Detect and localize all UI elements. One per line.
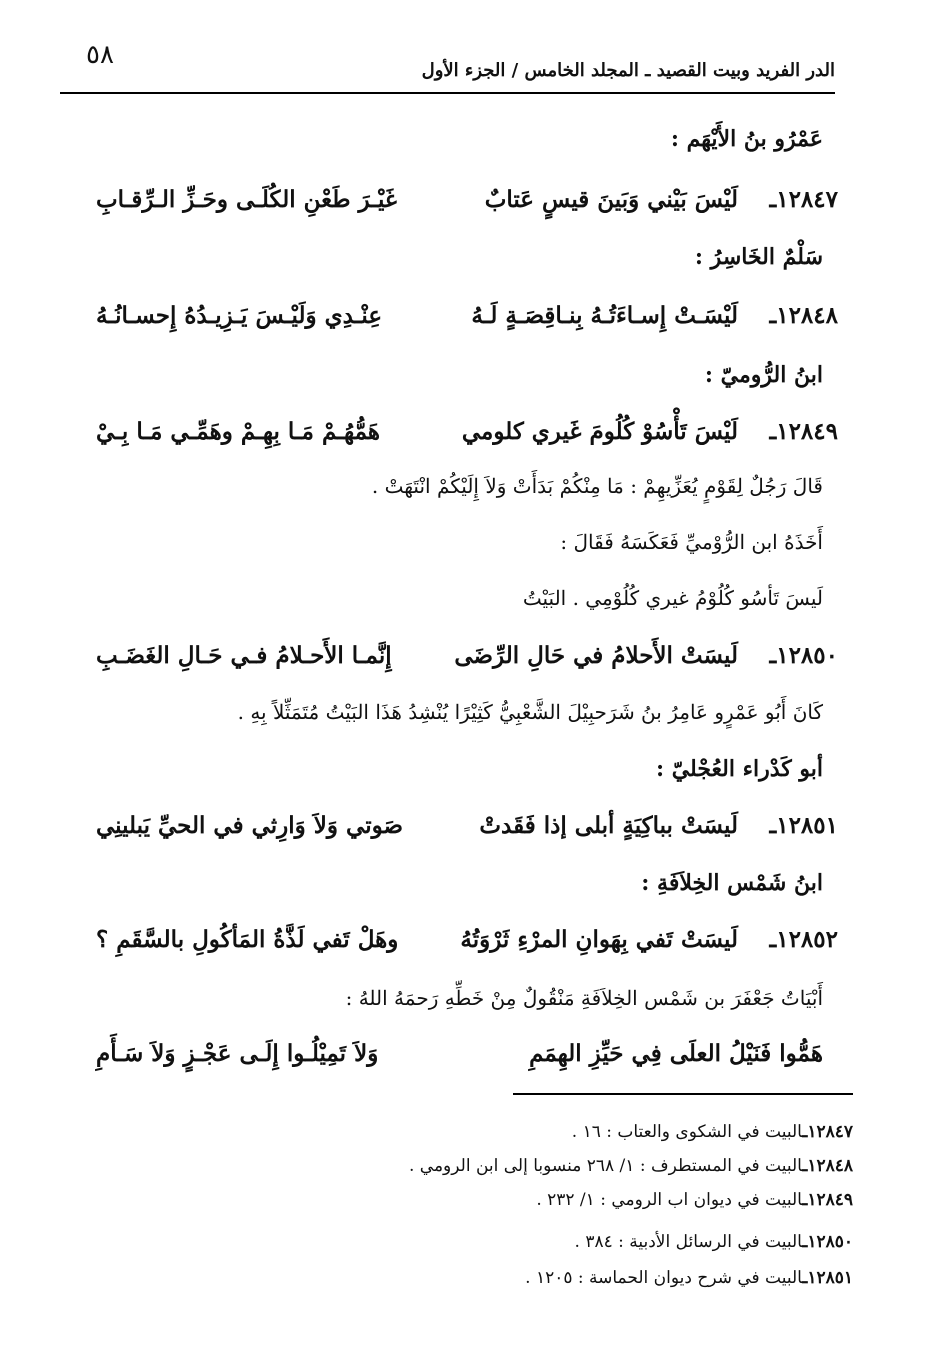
verse-unnumbered — [96, 1040, 838, 1086]
footnote-number: ١٢٨٥١ـ — [802, 1268, 853, 1288]
footnote-text: البيت في الرسائل الأدبية : ٣٨٤ . — [574, 1232, 803, 1252]
poet-name: سَلْمٌ الخَاسِرُ : — [694, 244, 823, 270]
footnote — [572, 1122, 853, 1142]
verse-first-hemistich: هَمُّوا فَنَيْلُ العلَى فِي حَيِّزِ الهِمَمِ — [529, 1040, 823, 1067]
verse-second-hemistich: عِنْـدِي وَلَيْـسَ يَـزِيـدُهُ إِحسـانُـهُ — [96, 302, 383, 329]
footnote-text: البيت في شرح ديوان الحماسة : ١٢٠٥ . — [525, 1268, 803, 1288]
verse-number: ١٢٨٤٩ـ — [769, 418, 838, 445]
prose-line: أَبْيَاتُ جَعْفَرَ بن شَمْس الخِلاَفَةِ مَنْقُولٌ مِنْ خَطِّهِ رَحمَهُ اللهُ : — [345, 986, 823, 1010]
prose-line: أَخَذَهُ ابن الرُّوْميِّ فَعَكَسَهُ فَقَالَ : — [560, 530, 823, 554]
footnote-number: ١٢٨٤٨ـ — [802, 1156, 853, 1176]
page-number: ٥٨ — [86, 40, 114, 70]
footnote-number: ١٢٨٥٠ـ — [802, 1232, 853, 1252]
footnote — [536, 1190, 853, 1210]
prose-line: كَانَ أَبُو عَمْرٍو عَامِرُ بنُ شَرَحبِيْلَ الشَّعْبِيُّ كَثِيْرًا يُنْشِدُ هَذَا البَيْتُ مُتَمَثِّلاً بِهِ . — [237, 700, 823, 724]
footnote — [409, 1156, 853, 1176]
prose-line: لَيسَ تَأسُو كُلُوْمُ غيري كُلُوْمِي . البَيْتُ — [522, 586, 823, 610]
verse-second-hemistich: هَمُّهُـمْ مَـا بِهِـمْ وهَمِّـي مَـا بِـيْ — [96, 418, 381, 445]
verse-12852 — [96, 926, 838, 972]
footnote-text: البيت في المستطرف : ١/ ٢٦٨ منسوبا إلى ابن الرومي . — [408, 1156, 803, 1176]
verse-number: ١٢٨٥٠ـ — [769, 642, 838, 669]
verse-first-hemistich: لَيسَتْ تَفي بِهَوانِ المرْءِ ثَرْوَتُهُ — [460, 926, 738, 953]
verse-12848 — [96, 302, 838, 348]
verse-12847 — [96, 186, 838, 232]
footnote-text: البيت في الشكوى والعتاب : ١٦ . — [571, 1122, 803, 1142]
verse-12849 — [96, 418, 838, 464]
verse-12851 — [96, 812, 838, 858]
footnote — [575, 1232, 854, 1252]
verse-number: ١٢٨٤٧ـ — [769, 186, 838, 213]
verse-second-hemistich: وَلاَ تَمِيْلُـوا إِلَـى عَجْـزٍ وَلاَ سَـأَمِ — [96, 1040, 379, 1067]
verse-second-hemistich: إِنَّمـا الأَحـلامُ فـي حَـالِ الغَضَـبِ — [96, 642, 392, 669]
verse-first-hemistich: لَيسَتْ بباكِيَةٍ أبلى إذا فَقَدتْ — [479, 812, 738, 839]
footnote — [525, 1268, 853, 1288]
verse-12850 — [96, 642, 838, 688]
footnote-text: البيت في ديوان اب الرومي : ١/ ٢٣٢ . — [536, 1190, 803, 1210]
poet-name: عَمْرُو بنُ الأَيْهَم : — [670, 126, 823, 152]
verse-number: ١٢٨٥١ـ — [769, 812, 838, 839]
verse-number: ١٢٨٥٢ـ — [769, 926, 838, 953]
verse-second-hemistich: غَيْـرَ طَعْنِ الكُلَـى وحَـزِّ الـرِّقـابِ — [96, 186, 397, 213]
verse-first-hemistich: لَيْسَ بَيْني وَبَينَ قيسٍ عَتابٌ — [484, 186, 738, 213]
verse-second-hemistich: وهَلْ تَفي لَذَّةُ المَأكُولِ بالسَّقَمِ ؟ — [96, 926, 399, 953]
verse-number: ١٢٨٤٨ـ — [769, 302, 838, 329]
verse-first-hemistich: لَيسَتْ الأَحلامُ في حَالِ الرِّضَى — [454, 642, 738, 669]
poet-name: ابنُ الرُّوميّ : — [704, 362, 823, 388]
poet-name: أبو كَدْراء العُجْليّ : — [655, 756, 823, 782]
poet-name: ابنُ شَمْس الخِلاَفَةِ : — [641, 870, 823, 896]
footnote-rule — [513, 1093, 853, 1095]
footnote-number: ١٢٨٤٩ـ — [802, 1190, 853, 1210]
verse-second-hemistich: صَوتي وَلاَ وَارِثي في الحيِّ يَبلينِي — [96, 812, 404, 839]
verse-first-hemistich: لَيْسَـتْ إِسـاءَتُـهُ بِنـاقِصَـةٍ لَـهُ — [471, 302, 738, 329]
header-rule — [60, 92, 835, 94]
prose-line: قَالَ رَجُلٌ لِقَوْمٍ يُعَزِّيهِمْ : مَا مِنْكُمْ بَدَأَتْ وَلاَ إِلَيْكُمْ انْتَهَتْ . — [371, 474, 823, 498]
footnote-number: ١٢٨٤٧ـ — [802, 1122, 853, 1142]
verse-first-hemistich: لَيْسَ تَأْسُوْ كُلُومَ غَيري كلومي — [461, 418, 738, 445]
running-title: الدر الفريد وبيت القصيد ـ المجلد الخامس / الجزء الأول — [421, 60, 835, 81]
